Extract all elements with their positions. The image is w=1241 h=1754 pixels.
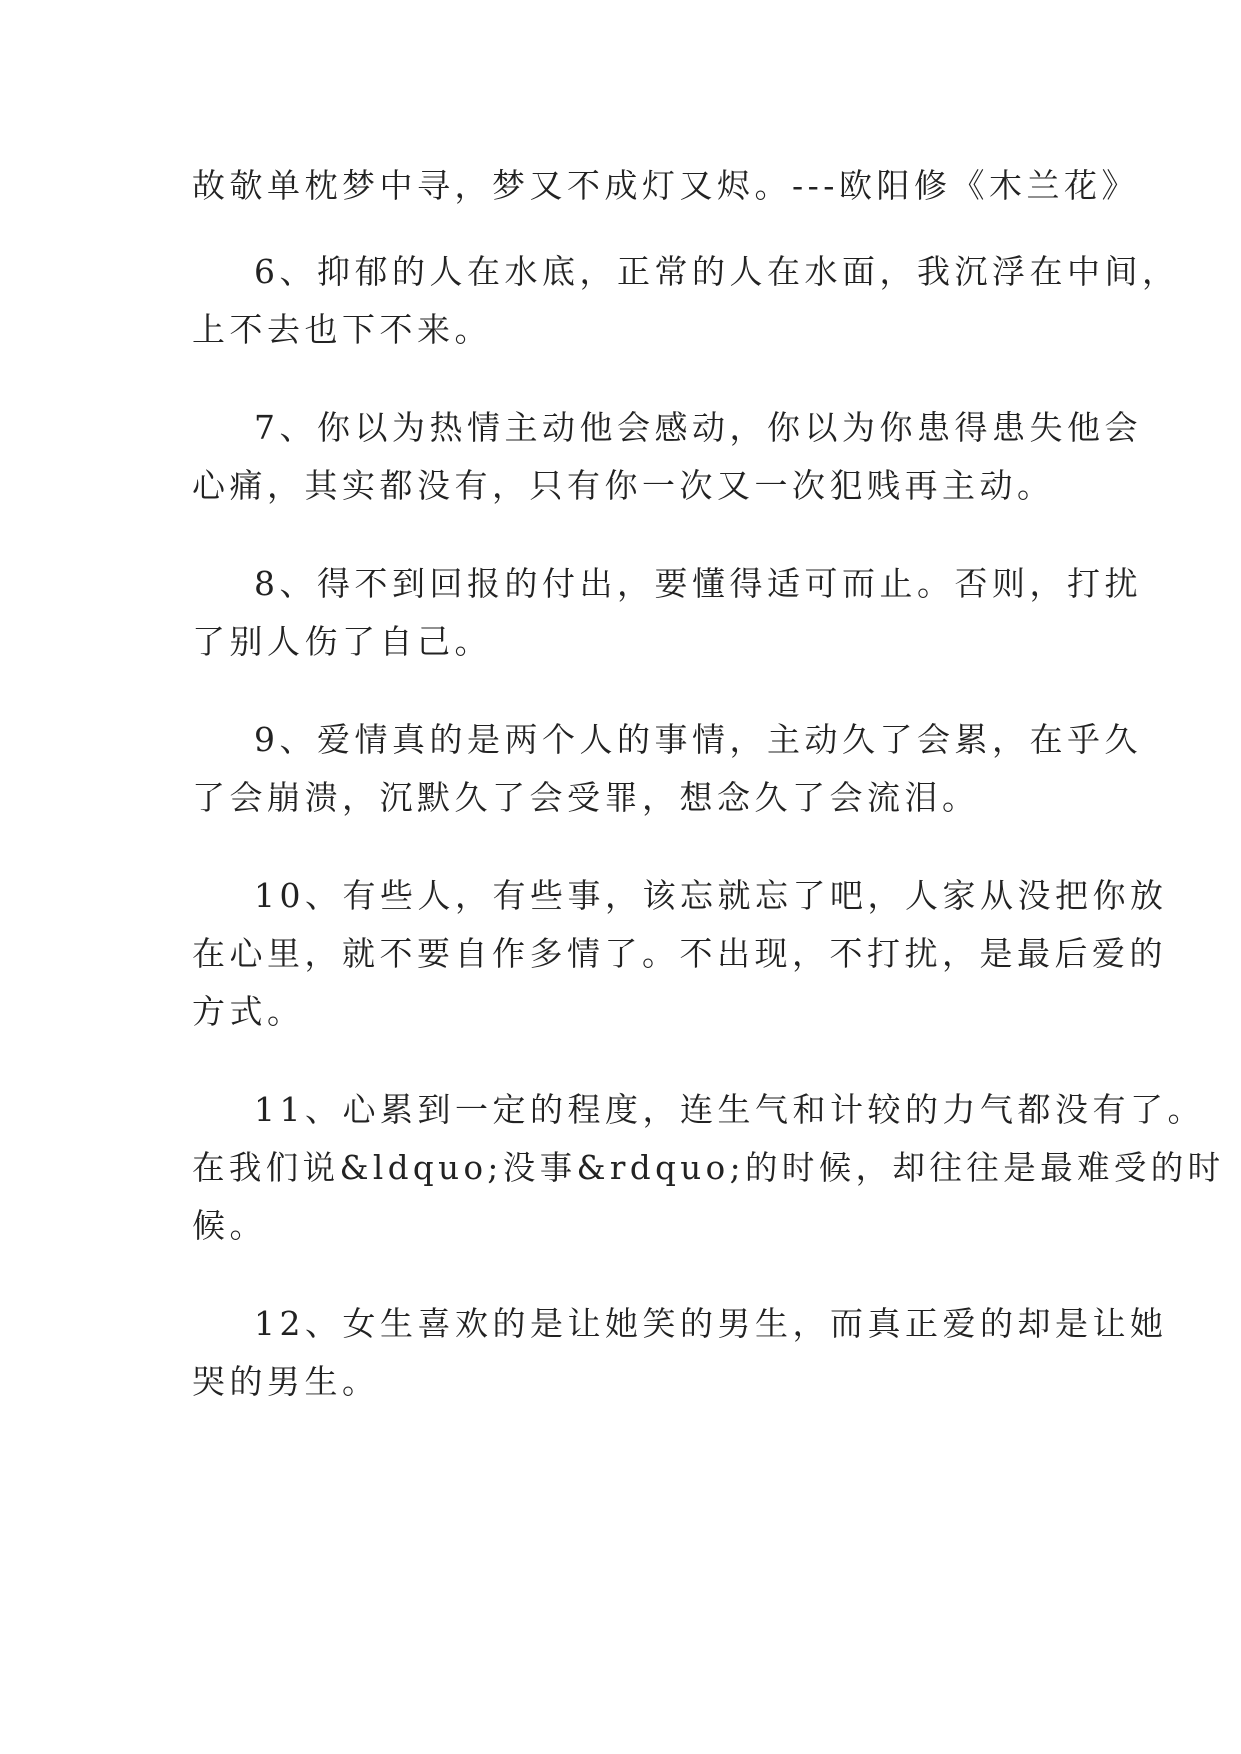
text-line: 12、女生喜欢的是让她笑的男生，而真正爱的却是让她	[254, 1304, 1168, 1343]
text-line: 了别人伤了自己。	[192, 622, 492, 661]
text-line: 在心里，就不要自作多情了。不出现，不打扰，是最后爱的	[192, 934, 1167, 973]
text-line: 6、抑郁的人在水底，正常的人在水面，我沉浮在中间，	[254, 252, 1180, 291]
text-line: 9、爱情真的是两个人的事情，主动久了会累，在乎久	[254, 720, 1142, 759]
text-line: 心痛，其实都没有，只有你一次又一次犯贱再主动。	[192, 466, 1055, 505]
text-line: 哭的男生。	[192, 1362, 380, 1401]
text-line: 11、心累到一定的程度，连生气和计较的力气都没有了。	[254, 1090, 1205, 1129]
text-line: 故欹单枕梦中寻，梦又不成灯又烬。---欧阳修《木兰花》	[192, 166, 1139, 205]
text-line: 7、你以为热情主动他会感动，你以为你患得患失他会	[254, 408, 1142, 447]
text-line: 方式。	[192, 992, 305, 1031]
text-line: 候。	[192, 1206, 267, 1245]
text-line: 10、有些人，有些事，该忘就忘了吧，人家从没把你放	[254, 876, 1168, 915]
text-line: 在我们说&ldquo;没事&rdquo;的时候，却往往是最难受的时	[192, 1148, 1225, 1187]
text-line: 了会崩溃，沉默久了会受罪，想念久了会流泪。	[192, 778, 980, 817]
text-line: 8、得不到回报的付出，要懂得适可而止。否则，打扰	[254, 564, 1142, 603]
text-line: 上不去也下不来。	[192, 310, 492, 349]
